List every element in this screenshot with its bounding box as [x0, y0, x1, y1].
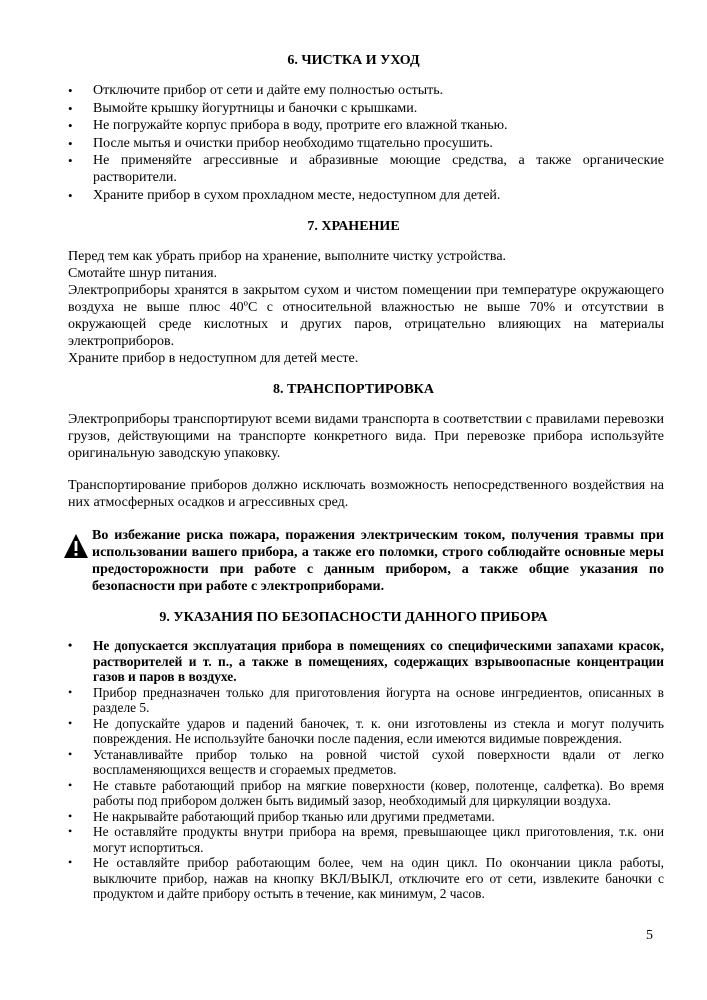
list-item: • Не погружайте корпус прибора в воду, протрите его влажной тканью.	[68, 118, 508, 133]
storage-paragraph: Электроприборы хранятся в закрытом сухом и чистом помещении при температуре окружающего воздуха не выше плюс 40ºС с относительной влажностью не выше 70% и отсутствии в окружающей среде кислотных и других паров, отрицательно влияющих на материалы электроприборов.	[68, 283, 664, 349]
list-item: • Устанавливайте прибор только на ровной чистой сухой поверхности вдали от легко воспламеняющихся веществ и сгораемых предметов.	[68, 746, 664, 777]
section-9-title: 9. УКАЗАНИЯ ПО БЕЗОПАСНОСТИ ДАННОГО ПРИБОРА	[159, 610, 548, 625]
list-item: • Не накрывайте работающий прибор тканью или другими предметами.	[68, 808, 495, 824]
page-number: 5	[646, 928, 653, 943]
list-item: • После мытья и очистки прибор необходимо тщательно просушить.	[68, 135, 493, 151]
storage-line: Смотайте шнур питания.	[68, 266, 218, 281]
bullet-icon: •	[68, 118, 73, 133]
bullet-icon: •	[68, 153, 73, 168]
warning-icon	[63, 533, 89, 559]
bullet-icon: •	[68, 855, 73, 869]
section-6-title: 6. ЧИСТКА И УХОД	[287, 53, 420, 68]
list-item: • Не оставляйте продукты внутри прибора на время, превышающее цикл приготовления, т.к. они могут испортиться.	[68, 824, 664, 855]
section-6-list	[68, 82, 664, 204]
section-8-paragraph: Транспортирование приборов должно исключать возможность непосредственного воздействия на них атмосферных осадков и агрессивных сред.	[68, 478, 664, 510]
bullet-icon: •	[68, 777, 73, 792]
list-item: • Не применяйте агрессивные и абразивные моющие средства, а также органические растворители.	[68, 153, 664, 185]
bullet-icon: •	[68, 684, 73, 699]
list-item: • Вымойте крышку йогуртницы и баночки с крышками.	[68, 100, 418, 116]
section-7-title: 7. ХРАНЕНИЕ	[307, 219, 400, 234]
bullet-icon: •	[68, 638, 73, 652]
section-8-title: 8. ТРАНСПОРТИРОВКА	[273, 382, 434, 397]
bullet-icon: •	[68, 83, 73, 98]
list-item: • Не оставляйте прибор работающим более, чем на один цикл. По окончании цикла работы, выключите прибор, нажав на кнопку ВКЛ/ВЫКЛ, отключите его от сети, извлеките баночки с продуктом и дайте прибору остыть в течение, как минимум, 2 часов.	[68, 855, 664, 901]
bullet-icon: •	[68, 824, 73, 838]
storage-line: Храните прибор в недоступном для детей месте.	[68, 351, 359, 366]
storage-line: Перед тем как убрать прибор на хранение, выполните чистку устройства.	[68, 249, 507, 264]
list-item: • Не допускайте ударов и падений баночек, т. к. они изготовлены из стекла и могут получить повреждения. Не используйте баночки после падения, если имеются видимые повреждения.	[68, 715, 664, 746]
list-item: • Не ставьте работающий прибор на мягкие поверхности (ковер, полотенце, салфетка). Во время работы под прибором должен быть видимый зазор, необходимый для циркуляции воздуха.	[68, 777, 664, 808]
list-item: • Храните прибор в сухом прохладном месте, недоступном для детей.	[68, 187, 501, 203]
bullet-icon: •	[68, 100, 73, 116]
section-8-paragraph: Электроприборы транспортируют всеми видами транспорта в соответствии с правилами перевозки грузов, действующими на транспорте конкретного вида. При перевозке прибора используйте оригинальную заводскую упаковку.	[68, 412, 664, 461]
bullet-icon: •	[68, 746, 73, 761]
bullet-icon: •	[68, 808, 73, 823]
section-7-body	[68, 248, 664, 367]
bullet-icon: •	[68, 715, 73, 730]
safety-warning-text: Во избежание риска пожара, поражения электрическим током, получения травмы при использовании вашего прибора, а также его поломки, строго соблюдайте основные меры предосторожности при работе с данным прибором, а также общие указания по безопасности при работе с электроприборами.	[92, 528, 664, 594]
section-9-list	[68, 638, 664, 902]
bullet-icon: •	[68, 135, 73, 151]
list-item: • Не допускается эксплуатация прибора в помещениях со специфическими запахами красок, растворителей и т. п., а также в помещениях, содержащих взрывоопасные концентрации газов и паров в воздухе.	[68, 638, 664, 684]
list-item: • Отключите прибор от сети и дайте ему полностью остыть.	[68, 83, 444, 98]
list-item: • Прибор предназначен только для приготовления йогурта на основе ингредиентов, описанных в разделе 5.	[68, 684, 664, 715]
bullet-icon: •	[68, 187, 73, 203]
